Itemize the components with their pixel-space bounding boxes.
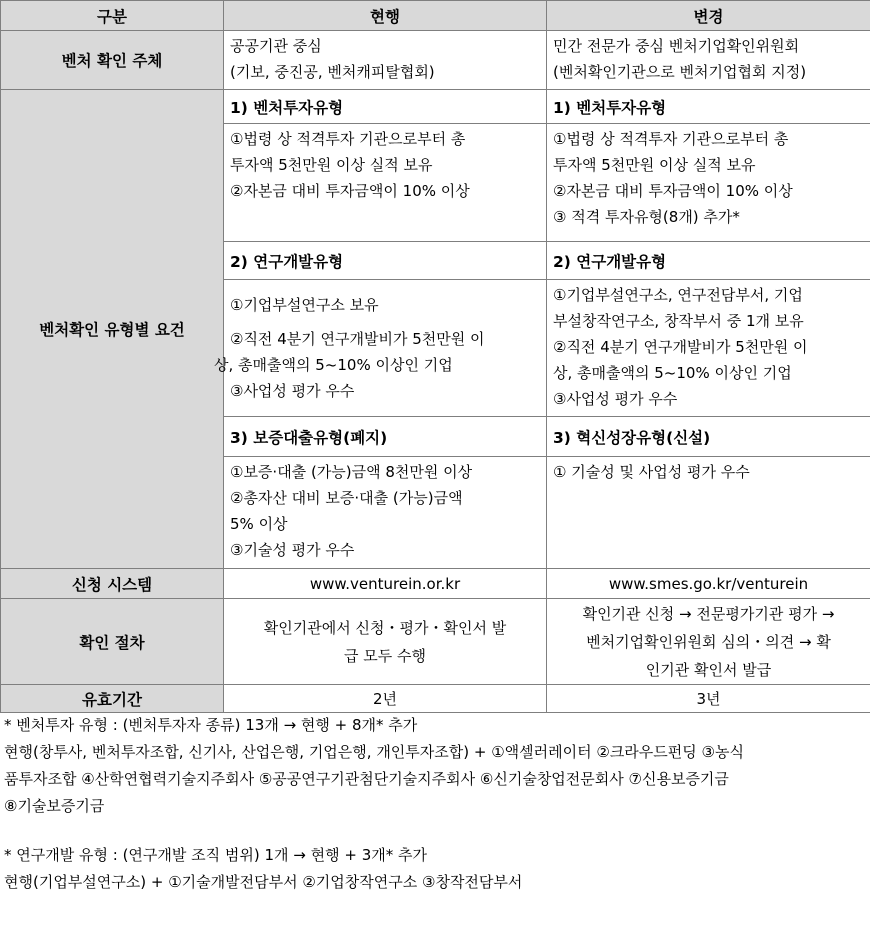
entity-changed <box>547 31 870 90</box>
text-line: 공공기관 중심 <box>230 37 322 55</box>
list-item: ②자본금 대비 투자금액이 10% 이상 <box>553 182 793 200</box>
procedure-row <box>1 599 870 685</box>
list-item: 부설창작연구소, 창작부서 중 1개 보유 <box>553 312 804 330</box>
current-type3-items <box>224 457 547 569</box>
text-line: 급 모두 수행 <box>344 646 426 665</box>
list-item: 투자액 5천만원 이상 실적 보유 <box>553 156 756 174</box>
validity-current: 2년 <box>224 685 547 713</box>
current-type2-items <box>214 280 547 417</box>
changed-type2-title: 2) 연구개발유형 <box>547 242 870 280</box>
header-row <box>1 1 870 31</box>
validity-row <box>1 685 870 713</box>
list-item: 상, 총매출액의 5~10% 이상인 기업 <box>553 364 792 382</box>
procedure-changed <box>547 599 870 685</box>
text-line: 민간 전문가 중심 벤처기업확인위원회 <box>553 37 800 55</box>
list-item: ②총자산 대비 보증·대출 (가능)금액 <box>230 489 463 507</box>
text-line: 확인기관 신청 → 전문평가기관 평가 → <box>582 604 835 623</box>
text-line: (벤처확인기관으로 벤처기업협회 지정) <box>553 63 807 81</box>
text-line: 벤처기업확인위원회 심의・의견 → 확 <box>586 632 831 651</box>
list-item: 5% 이상 <box>230 515 288 533</box>
list-item: ③기술성 평가 우수 <box>230 541 355 559</box>
current-type2-title: 2) 연구개발유형 <box>224 242 547 280</box>
entity-row <box>1 31 870 90</box>
validity-changed: 3년 <box>547 685 870 713</box>
list-item: ③사업성 평가 우수 <box>230 382 355 400</box>
list-item: 투자액 5천만원 이상 실적 보유 <box>230 156 433 174</box>
list-item: ②직전 4분기 연구개발비가 5천만원 이 <box>553 338 808 356</box>
changed-type1-items <box>547 124 870 242</box>
changed-type2-items <box>547 280 870 417</box>
note-line: 현행(창투사, 벤처투자조합, 신기사, 산업은행, 기업은행, 개인투자조합) + ①액셀러레이터 ②크라우드펀딩 ③농식 <box>4 743 744 761</box>
requirements-label: 벤처확인 유형별 요건 <box>1 90 224 569</box>
header-category: 구분 <box>1 1 224 31</box>
note-line: 품투자조합 ④산학연협력기술지주회사 ⑤공공연구기관첨단기술지주회사 ⑥신기술창업전문회사 ⑦신용보증기금 <box>4 770 729 788</box>
list-item: ③ 적격 투자유형(8개) 추가* <box>553 208 740 226</box>
entity-label: 벤처 확인 주체 <box>1 31 224 90</box>
note-line: * 연구개발 유형 : (연구개발 조직 범위) 1개 → 현행 + 3개* 추가 <box>4 846 428 864</box>
footnotes <box>4 712 868 896</box>
header-changed: 변경 <box>547 1 870 31</box>
text-line: (기보, 중진공, 벤처캐피탈협회) <box>230 63 435 81</box>
current-type3-title: 3) 보증대출유형(폐지) <box>224 417 547 457</box>
current-type1-title: 1) 벤처투자유형 <box>224 90 547 124</box>
text-line: 확인기관에서 신청・평가・확인서 발 <box>263 618 507 637</box>
list-item: ①법령 상 적격투자 기관으로부터 총 <box>230 130 466 148</box>
current-type1-items <box>224 124 547 242</box>
note-line: 현행(기업부설연구소) + ①기술개발전담부서 ②기업창작연구소 ③창작전담부서 <box>4 873 523 891</box>
list-item: ① 기술성 및 사업성 평가 우수 <box>553 463 750 481</box>
validity-label: 유효기간 <box>1 685 224 713</box>
list-item: ①기업부설연구소, 연구전담부서, 기업 <box>553 286 803 304</box>
entity-current <box>224 31 547 90</box>
note-line: * 벤처투자 유형 : (벤처투자자 종류) 13개 → 현행 + 8개* 추가 <box>4 716 418 734</box>
note-spacer <box>4 820 868 842</box>
req-type1-header-row <box>1 90 870 124</box>
list-item: ③사업성 평가 우수 <box>553 390 678 408</box>
list-item: ①기업부설연구소 보유 <box>230 296 379 314</box>
note-line: ⑧기술보증기금 <box>4 797 105 815</box>
list-item: ②직전 4분기 연구개발비가 5천만원 이 <box>230 330 485 348</box>
text-line: 인기관 확인서 발급 <box>645 660 772 679</box>
procedure-current <box>224 599 547 685</box>
list-item: ①법령 상 적격투자 기관으로부터 총 <box>553 130 789 148</box>
changed-type3-items <box>547 457 870 569</box>
procedure-label: 확인 절차 <box>1 599 224 685</box>
list-item: 상, 총매출액의 5~10% 이상인 기업 <box>214 356 453 374</box>
system-row <box>1 569 870 599</box>
changed-type3-title: 3) 혁신성장유형(신설) <box>547 417 870 457</box>
list-item: ①보증·대출 (가능)금액 8천만원 이상 <box>230 463 473 481</box>
system-changed: www.smes.go.kr/venturein <box>547 569 870 599</box>
system-label: 신청 시스템 <box>1 569 224 599</box>
changed-type1-title: 1) 벤처투자유형 <box>547 90 870 124</box>
header-current: 현행 <box>224 1 547 31</box>
system-current: www.venturein.or.kr <box>224 569 547 599</box>
list-item: ②자본금 대비 투자금액이 10% 이상 <box>230 182 470 200</box>
